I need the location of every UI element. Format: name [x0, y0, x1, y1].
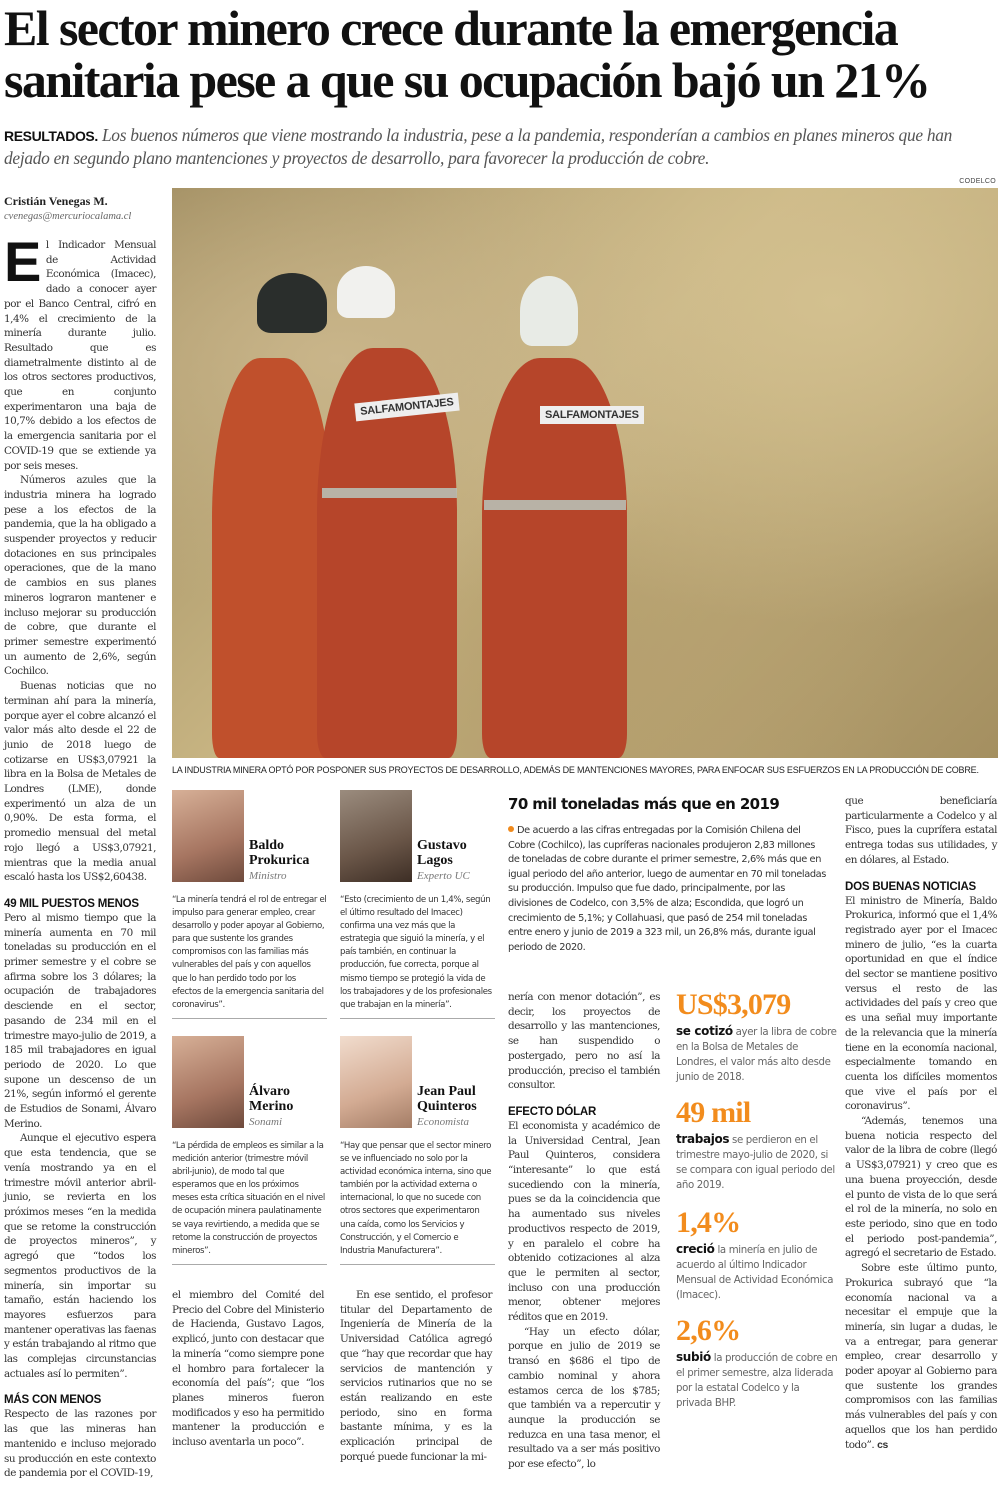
column-2	[172, 1288, 324, 1450]
profile-card	[172, 1036, 327, 1265]
kicker: RESULTADOS.	[4, 128, 98, 144]
profile-quote: “La pérdida de empleos es similar a la medición anterior (trimestre móvil abril-junio), de modo tal que esperamos que en los próximos meses esta crítica situación en el nivel de ocupación minera paulatinamente se vaya revirtiendo, a medida que se retome la construcción de proyectos mineros”.	[172, 1140, 327, 1265]
box-text: De acuerdo a las cifras entregadas por la Comisión Chilena del Cobre (Cochilco), las cupríferas nacionales produjeron 2,83 millones de toneladas de cobre durante el primer semestre, 2,6% más que en igual periodo del año anterior, luego de aumentar en 70 mil toneladas su producción. Impulso que fue dado, principalmente, por las divisiones de Codelco, con 3,5% de alza; Escondida, que logró un crecimiento de 5,1%; y Collahuasi, que pasó de 254 mil toneladas entre enero y junio de 2019 a 323 mil, un 26,8% más, durante igual periodo de 2020.	[508, 825, 826, 953]
stat-value: 49 mil	[676, 1096, 751, 1129]
stat-value: 1,4%	[676, 1206, 741, 1239]
helmet-icon	[257, 273, 327, 333]
stat-block: 2,6% subió la producción de cobre en el primer semestre, alza liderada por la estatal Codelco y la privada BHP.	[676, 1314, 838, 1409]
paragraph: el miembro del Comité del Precio del Cobre del Ministerio de Hacienda, Gustavo Lagos, explicó, junto con destacar que la minería “como siempre pone el hombro para fortalecer la economía del país”; que “los planes mineros fueron modificados y eso ha permitido mantener la producción e incluso aventarla un poco”.	[172, 1289, 324, 1449]
end-mark-icon: cs	[877, 1439, 888, 1451]
subheading: EFECTO DÓLAR	[508, 1105, 597, 1118]
paragraph: Sobre este último punto, Prokurica subrayó que “la economía nacional va a necesitar el empuje que la minería, sin lugar a dudas, le va a entregar, para generar empleo, crear desarrollo y poder apoyar al Gobierno para que sustente los grandes compromisos con las familias más vulnerables del país y con aquellos que los han perdido todo”. cs	[845, 1262, 997, 1451]
paragraph: nería con menor dotación”, es decir, los proyectos de desarrollo y las mantenciones, se han suspendido o postergado, pero no así la producción, preciso el también consultor.	[508, 991, 660, 1092]
stat-value: US$3,079	[676, 988, 791, 1021]
column-1	[4, 230, 156, 1481]
profile-role: Experto UC	[417, 870, 470, 882]
portrait-photo	[172, 790, 244, 882]
jacket-patch: SALFAMONTAJES	[354, 393, 459, 422]
portrait-photo	[172, 1036, 244, 1128]
profile-name: Gustavo Lagos	[417, 838, 467, 868]
lead-text: Los buenos números que viene mostrando la industria, pese a la pandemia, responderían a cambios en planes mineros que han dejado en segundo plano mantenciones y proyectos de desarrollo, para favorecer la producción de cobre.	[4, 125, 952, 168]
column-4	[508, 990, 660, 1472]
profile-role: Sonami	[249, 1116, 282, 1128]
profile-quote: “La minería tendrá el rol de entregar el impulso para generar empleo, crear desarrollo y poder apoyar al Gobierno, para que sustente los grandes compromisos con las familias más vulnerables del país y con aquellos que lo han perdido todo por los efectos de la emergencia sanitaria del coronavirus”.	[172, 894, 327, 1019]
mine-workers-photo	[172, 188, 998, 758]
byline	[4, 194, 164, 222]
bullet-dot-icon	[508, 826, 514, 832]
profile-card	[340, 790, 495, 1019]
subheading: MÁS CON MENOS	[4, 1394, 102, 1407]
profile-card	[172, 790, 327, 1019]
profile-role: Economista	[417, 1116, 469, 1128]
profile-name: Jean Paul Quinteros	[417, 1084, 477, 1114]
profile-name: Álvaro Merino	[249, 1084, 294, 1114]
column-3	[340, 1288, 492, 1464]
profile-role: Ministro	[249, 870, 287, 882]
helmet-icon	[337, 266, 395, 318]
box-title: 70 mil toneladas más que en 2019	[508, 795, 780, 813]
paragraph: Números azules que la industria minera ha logrado pese a los efectos de la pandemia, que la ha obligado a suspender proyectos y reducir dotaciones en sus principales operaciones, que de la mano de cambios en sus planes mineros lograron mantener e incluso mejorar su producción de cobre, que durante el primer semestre experimentó un aumento de 2,6%, según Cochilco.	[4, 474, 156, 678]
subheading: DOS BUENAS NOTICIAS	[845, 880, 977, 893]
paragraph: “Hay un efecto dólar, porque en julio de 2019 se transó en $686 el tipo de cambio nominal y ahora estamos cerca de los $785; que también va a repercutir y aunque la producción se reduzca en una tasa menor, el resultado va a ser más positivo por ese efecto”, lo	[508, 1325, 660, 1471]
profile-name: Baldo Prokurica	[249, 838, 310, 868]
paragraph: que beneficiaría particularmente a Codelco y al Fisco, pues la cuprífera estatal entrega todas sus utilidades, y en dólares, al Estado.	[845, 795, 997, 866]
profile-quote: “Esto (crecimiento de un 1,4%, según el último resultado del Imacec) confirma una vez más que la estrategia que siguió la minería, y el país también, en continuar la producción, fue correcta, porque al mismo tiempo se protegió la vida de los trabajadores y de los profesionales que trabajan en la minería”.	[340, 894, 495, 1019]
paragraph: En ese sentido, el profesor titular del Departamento de Ingeniería de Minería de la Universidad Católica agregó que “hay que recordar que hay servicios de mantención y servicios rutinarios que no se están realizando en este periodo, sino en forma bastante mínima, y es la explicación principal de porqué puede funcionar la mi-	[340, 1289, 492, 1463]
paragraph: El ministro de Minería, Baldo Prokurica, informó que el 1,4% registrado ayer por el Imacec minero de julio, “es la cuarta oportunidad en que el índice del sector se mantiene positivo versus el resto de las actividades del país y creo que es una señal muy importante de la relevancia que la minería tiene en la economía nacional, especialmente tomando en cuenta los difíciles momentos que vive el país por el coronavirus”.	[845, 894, 997, 1113]
author-name: Cristián Venegas M.	[4, 194, 108, 208]
jacket-patch: SALFAMONTAJES	[540, 406, 644, 424]
portrait-photo	[340, 790, 412, 882]
author-email[interactable]: cvenegas@mercuriocalama.cl	[4, 211, 132, 222]
subheading: 49 MIL PUESTOS MENOS	[4, 897, 139, 910]
profile-quote: “Hay que pensar que el sector minero se ve influenciado no solo por la actividad económica interna, sino que también por la actividad externa o internacional, lo que no sucede con otros sectores que experimentaron una caída, como los Servicios y Construcción, y el Comercio e Industria Manufacturera”.	[340, 1140, 495, 1265]
column-5	[845, 794, 997, 1453]
portrait-photo	[340, 1036, 412, 1128]
stat-block: US$3,079 se cotizó ayer la libra de cobre en la Bolsa de Metales de Londres, el valor más alto desde junio de 2018.	[676, 988, 837, 1083]
paragraph: “Además, tenemos una buena noticia respecto del valor de la libra de cobre (llegó a US$3,07921) y creo que es una buena proyección, desde el punto de vista de lo que será el rol de la minería, no solo en este periodo, sino que en todo el periodo post-pandemia”, agregó el secretario de Estado.	[845, 1115, 997, 1260]
photo-caption: LA INDUSTRIA MINERA OPTÓ POR POSPONER SUS PROYECTOS DE DESARROLLO, ADEMÁS DE MANTENCIONES MAYORES, PARA ENFOCAR SUS ESFUERZOS EN LA PRODUCCIÓN DE COBRE.	[172, 765, 979, 775]
dropcap: E	[4, 230, 41, 293]
paragraph: Respecto de las razones por las que las mineras han mantenido e incluso mejorado su producción en este contexto de pandemia por el COVID-19,	[4, 1408, 156, 1480]
profile-card	[340, 1036, 495, 1265]
photo-credit: CODELCO	[959, 178, 996, 185]
helmet-icon	[520, 276, 578, 346]
paragraph: Aunque el ejecutivo espera que esta tendencia, que se venía mostrando ya en el trimestre móvil anterior abril-junio, se revierta en los próximos meses “en la medida que se retome la construcción de proyectos mineros”, y agregó que “todos los segmentos productivos de la minería, sin importar su tamaño, están haciendo los mayores esfuerzos para mantener operativas las faenas y están trabajando al ritmo que las complejas circunstancias actuales así lo permiten”.	[4, 1132, 156, 1380]
paragraph: El economista y académico de la Universidad Central, Jean Paul Quinteros, considera “interesante” lo que está sucediendo con la minería, pues se da la coincidencia que ha aumentado sus niveles productivos respecto de 2019, y en paralelo el cobre ha obtenido cotizaciones al alza que le permiten al sector, incluso con una producción menor, obtener mejores réditos que en 2019.	[508, 1119, 660, 1324]
lead-paragraph	[4, 124, 996, 169]
worker-figure	[212, 358, 332, 758]
paragraph: El Indicador Mensual de Actividad Económica (Imacec), dado a conocer ayer por el Banco Central, cifró en 1,4% el crecimiento de la minería durante julio. Resultado que es diametralmente distinto al de los otros sectores productivos, que en conjunto experimentaron una baja de 10,7% debido a los efectos de la emergencia sanitaria por el COVID-19 que se extiende ya por seis meses.	[4, 230, 156, 472]
stat-value: 2,6%	[676, 1314, 741, 1347]
stat-block: 49 mil trabajos se perdieron en el trimestre mayo-julio de 2020, si se compara con igual periodo del año 2019.	[676, 1098, 838, 1193]
paragraph: Pero al mismo tiempo que la minería aumenta en 70 mil toneladas su producción en el primer semestre y el cobre se afirma sobre los 3 dólares; la ocupación de trabajadores desciende en el sector, pasando de 234 mil en el trimestre mayo-julio de 2019, a 185 mil trabajadores en igual periodo de 2020. Lo que supone un descenso de un 21%, según informó el gerente de Estudios de Sonami, Álvaro Merino.	[4, 911, 156, 1130]
stat-block: 1,4% creció la minería en julio de acuerdo al último Indicador Mensual de Actividad Económica (Imacec).	[676, 1208, 838, 1303]
paragraph: Buenas noticias que no terminan ahí para la minería, porque ayer el cobre alcanzó el valor más alto desde el 22 de junio de 2018 luego de cotizarse en US$3,07921 la libra en la Bolsa de Metales de Londres (LME), donde experimentó un alza de un 0,90%. De esta forma, el promedio mensual del metal rojo llegó a US$3,07921, mientras que la media anual escaló hasta los US$2,60438.	[4, 680, 156, 884]
headline: El sector minero crece durante la emergencia sanitaria pese a que su ocupación bajó un 21%	[4, 0, 930, 108]
